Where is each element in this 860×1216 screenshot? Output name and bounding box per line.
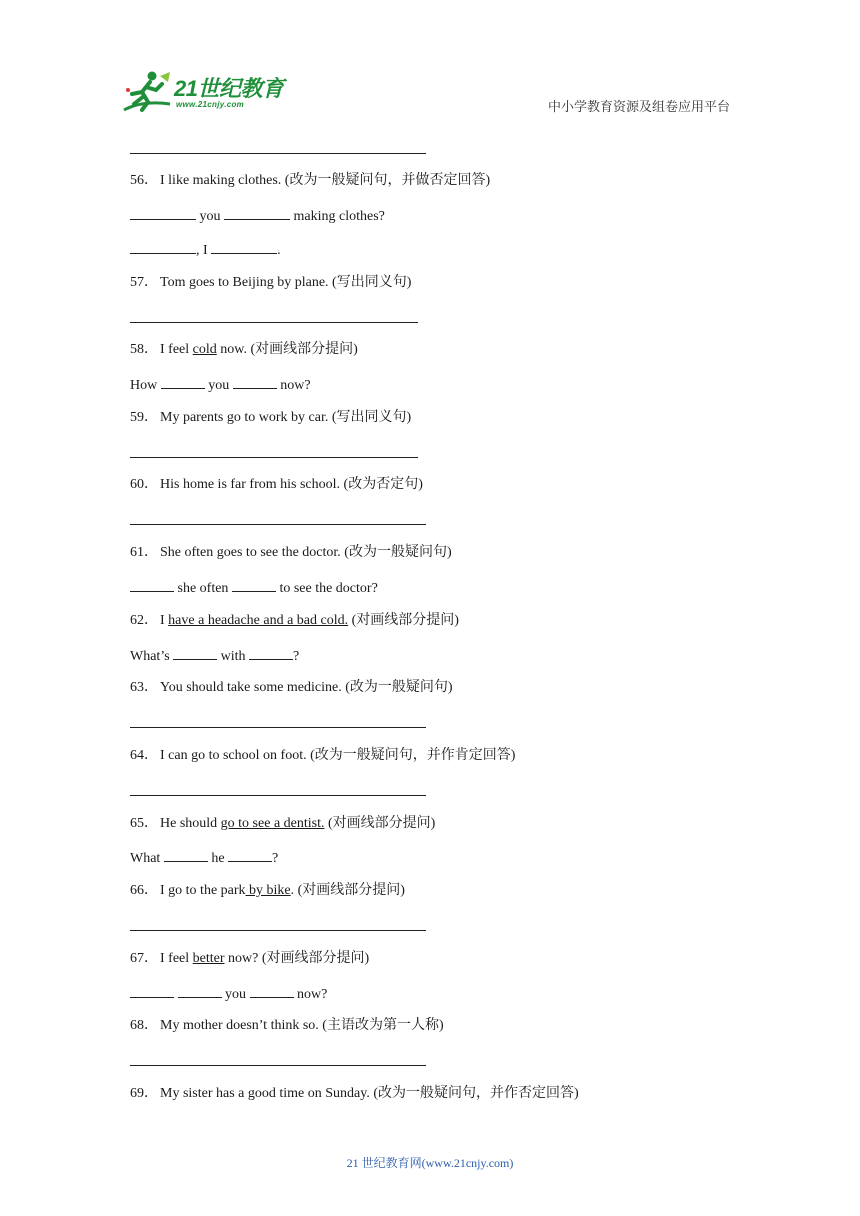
question-60: 60． His home is far from his school. (改为否定句)	[130, 477, 423, 492]
answer-line[interactable]	[130, 153, 426, 154]
answer-line[interactable]	[130, 457, 418, 458]
platform-title: 中小学教育资源及组卷应用平台	[547, 99, 730, 114]
answer-58: How you now?	[130, 375, 311, 395]
answer-56-line1: you making clothes?	[130, 206, 385, 226]
blank[interactable]	[250, 984, 294, 998]
blank[interactable]	[161, 375, 205, 389]
blank[interactable]	[130, 206, 196, 220]
blank[interactable]	[232, 578, 276, 592]
blank[interactable]	[224, 206, 290, 220]
answer-line[interactable]	[130, 727, 426, 728]
question-58: 58． I feel cold now. (对画线部分提问)	[130, 342, 358, 357]
question-67: 67． I feel better now? (对画线部分提问)	[130, 951, 370, 966]
blank[interactable]	[178, 984, 222, 998]
question-68: 68． My mother doesn’t think so. (主语改为第一人称)	[130, 1018, 444, 1033]
blank[interactable]	[173, 646, 217, 660]
logo	[122, 70, 292, 118]
answer-56-line2: , I .	[130, 240, 281, 260]
logo-text: 21世纪教育	[174, 76, 284, 101]
question-57: 57． Tom goes to Beijing by plane. (写出同义句)	[130, 275, 412, 290]
question-65: 65． He should go to see a dentist. (对画线部分提问)	[130, 816, 436, 831]
answer-61: she often to see the doctor?	[130, 578, 378, 598]
question-59: 59． My parents go to work by car. (写出同义句)	[130, 410, 412, 425]
runner-logo-icon	[122, 70, 176, 114]
blank[interactable]	[211, 240, 277, 254]
question-64: 64． I can go to school on foot. (改为一般疑问句，并作肯定回答)	[130, 748, 516, 763]
blank[interactable]	[130, 578, 174, 592]
blank[interactable]	[233, 375, 277, 389]
answer-line[interactable]	[130, 1065, 426, 1066]
logo-url: www.21cnjy.com	[176, 100, 245, 109]
blank[interactable]	[164, 848, 208, 862]
question-61: 61． She often goes to see the doctor. (改为一般疑问句)	[130, 545, 452, 560]
blank[interactable]	[249, 646, 293, 660]
answer-line[interactable]	[130, 930, 426, 931]
answer-65: What he ?	[130, 848, 278, 868]
page-header	[0, 0, 860, 130]
question-62: 62． I have a headache and a bad cold. (对画线部分提问)	[130, 613, 459, 628]
blank[interactable]	[130, 984, 174, 998]
blank[interactable]	[130, 240, 196, 254]
answer-line[interactable]	[130, 524, 426, 525]
answer-67: you now?	[130, 984, 327, 1004]
answer-line[interactable]	[130, 322, 418, 323]
question-66: 66． I go to the park by bike. (对画线部分提问)	[130, 883, 405, 898]
question-69: 69． My sister has a good time on Sunday. (改为一般疑问句，并作否定回答)	[130, 1086, 579, 1101]
answer-line[interactable]	[130, 795, 426, 796]
question-56: 56． I like making clothes. (改为一般疑问句，并做否定回答)	[130, 173, 491, 188]
question-63: 63． You should take some medicine. (改为一般疑问句)	[130, 680, 453, 695]
blank[interactable]	[228, 848, 272, 862]
page-footer: 21 世纪教育网(www.21cnjy.com)	[346, 1156, 514, 1170]
answer-62: What’s with ?	[130, 646, 299, 666]
